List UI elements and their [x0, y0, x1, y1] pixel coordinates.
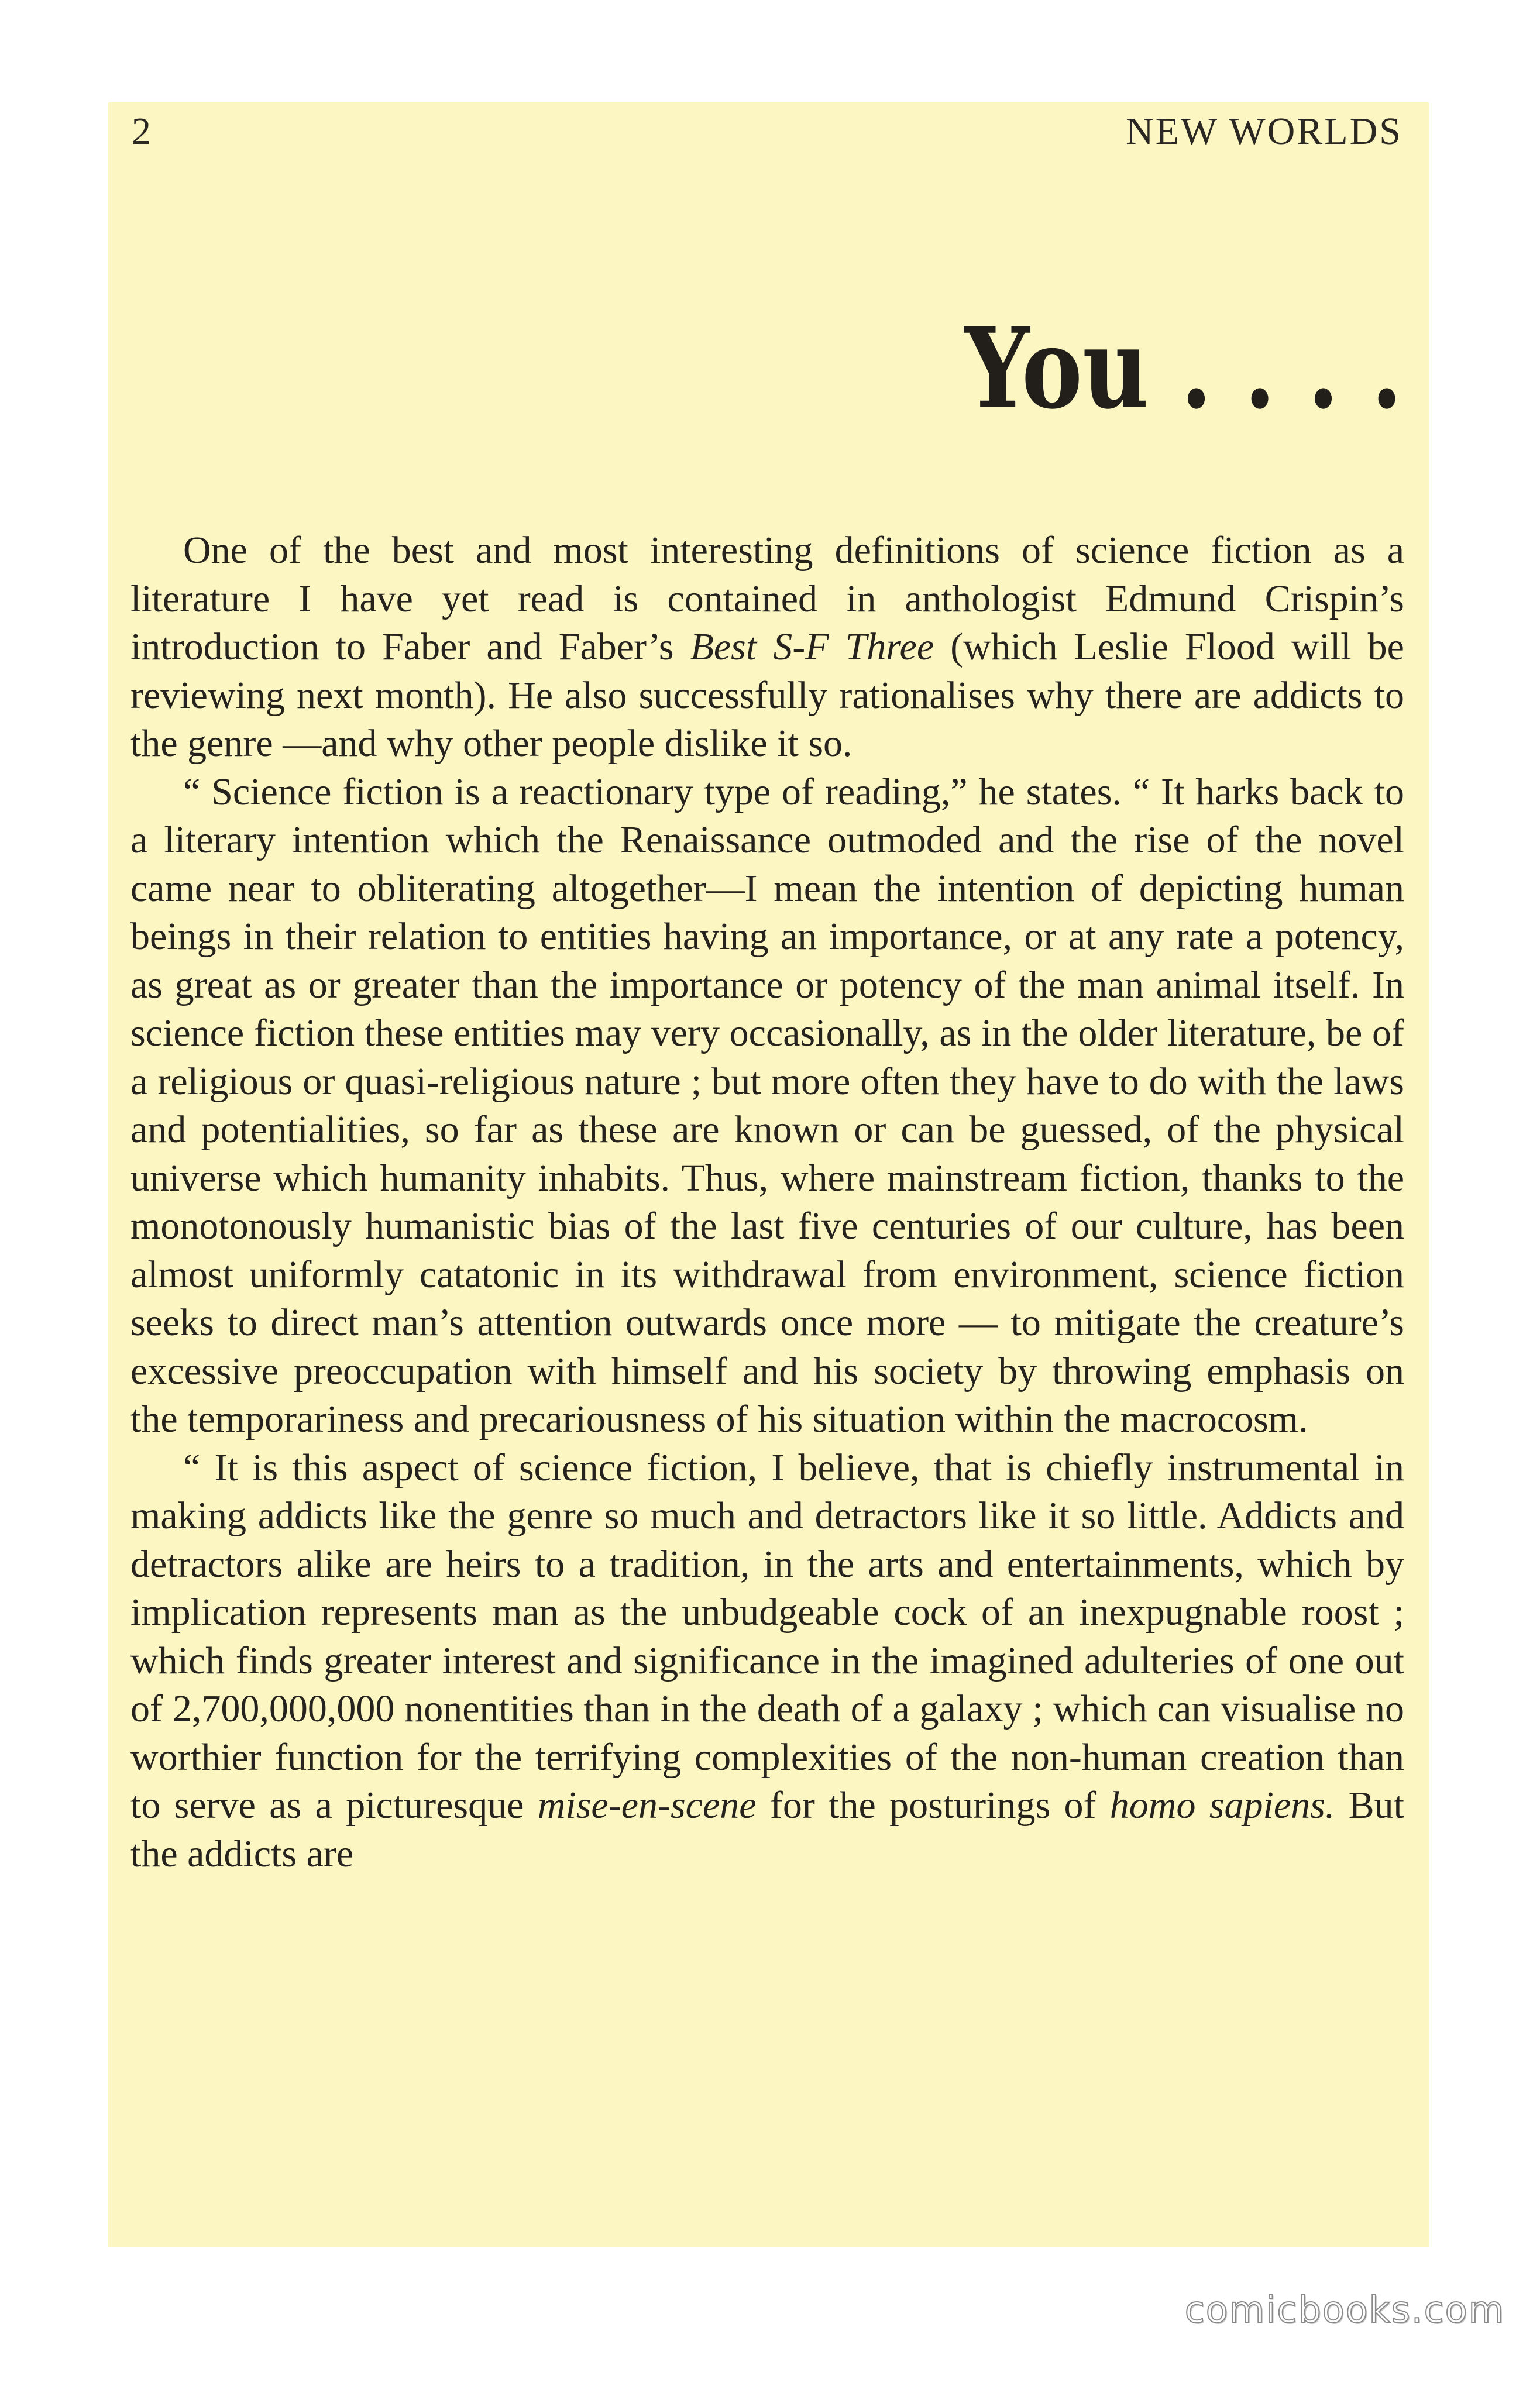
paragraph-2: “ Science fiction is a reactionary type of reading,” he states. “ It harks back to a literary intention which the Renaissance outmoded and the rise of the novel came near to obliterating altogether—I mean the intention of depicting human beings in their relation to entities having an importance, or at any rate a potency, as great as or greater than the importance or potency of the man animal itself. In science fiction these entities may very occasionally, as in the older literature, be of a religious or quasi-religious nature ; but more often they have to do with the laws and potentialities, so far as these are known or can be guessed, of the physical universe which humanity inhabits. Thus, where mainstream fiction, thanks to the monotonously humanistic bias of the last five centuries of our culture, has been almost uniformly catatonic in its withdrawal from environment, science fiction seeks to direct man’s attention outwards once more — to mitigate the creature’s excessive preoccupation with himself and his society by throwing emphasis on the temporariness and precariousness of his situation within the macrocosm. [130, 770, 1404, 1440]
paragraph-1 [130, 527, 1404, 768]
paragraph-3-text-a: “ It is this aspect of science fiction, I believe, that is chiefly instrumental in making addicts like the genre so much and detractors like it so little. Addicts and detractors alike are heirs to a tradition, in the arts and entertainments, which by implication represents man as the unbudgeable cock of an inexpugnable roost ; which finds greater interest and significance in the imagined adulteries of one out of 2,700,000,000 nonentities than in the death of a galaxy ; which can visualise no worthier function for the terrifying complexities of the non-human creation than to serve as a picturesque [130, 1446, 1404, 1827]
paragraph-3-text-b: for the posturings of [756, 1784, 1110, 1827]
page-number: 2 [132, 110, 151, 153]
phrase-homo-sapiens: homo sapiens. [1109, 1784, 1335, 1827]
paragraph-3-text-c: But the addicts are [130, 1784, 1404, 1875]
page-header [132, 108, 1402, 155]
phrase-mise-en-scene: mise-en-scene [537, 1784, 757, 1827]
site-watermark: comicbooks.com [1184, 2288, 1505, 2331]
paragraph-3 [130, 1444, 1404, 1879]
running-head: NEW WORLDS [1125, 110, 1402, 153]
paragraph-1-text-b: (which Leslie Flood will be reviewing next month). He also successfully rationalises why there are addicts to the genre —and why other people dislike it so. [130, 625, 1404, 765]
article-body [130, 527, 1404, 1878]
paragraph-1-text-a: One of the best and most interesting definitions of science fiction as a literature I have yet read is contained in anthologist Edmund Crispin’s introduction to Faber and Faber’s [130, 529, 1404, 668]
magazine-page [108, 102, 1429, 2247]
article-title: You . . . . [964, 303, 1402, 434]
book-title-best-sf-three: Best S-F Three [690, 625, 934, 668]
